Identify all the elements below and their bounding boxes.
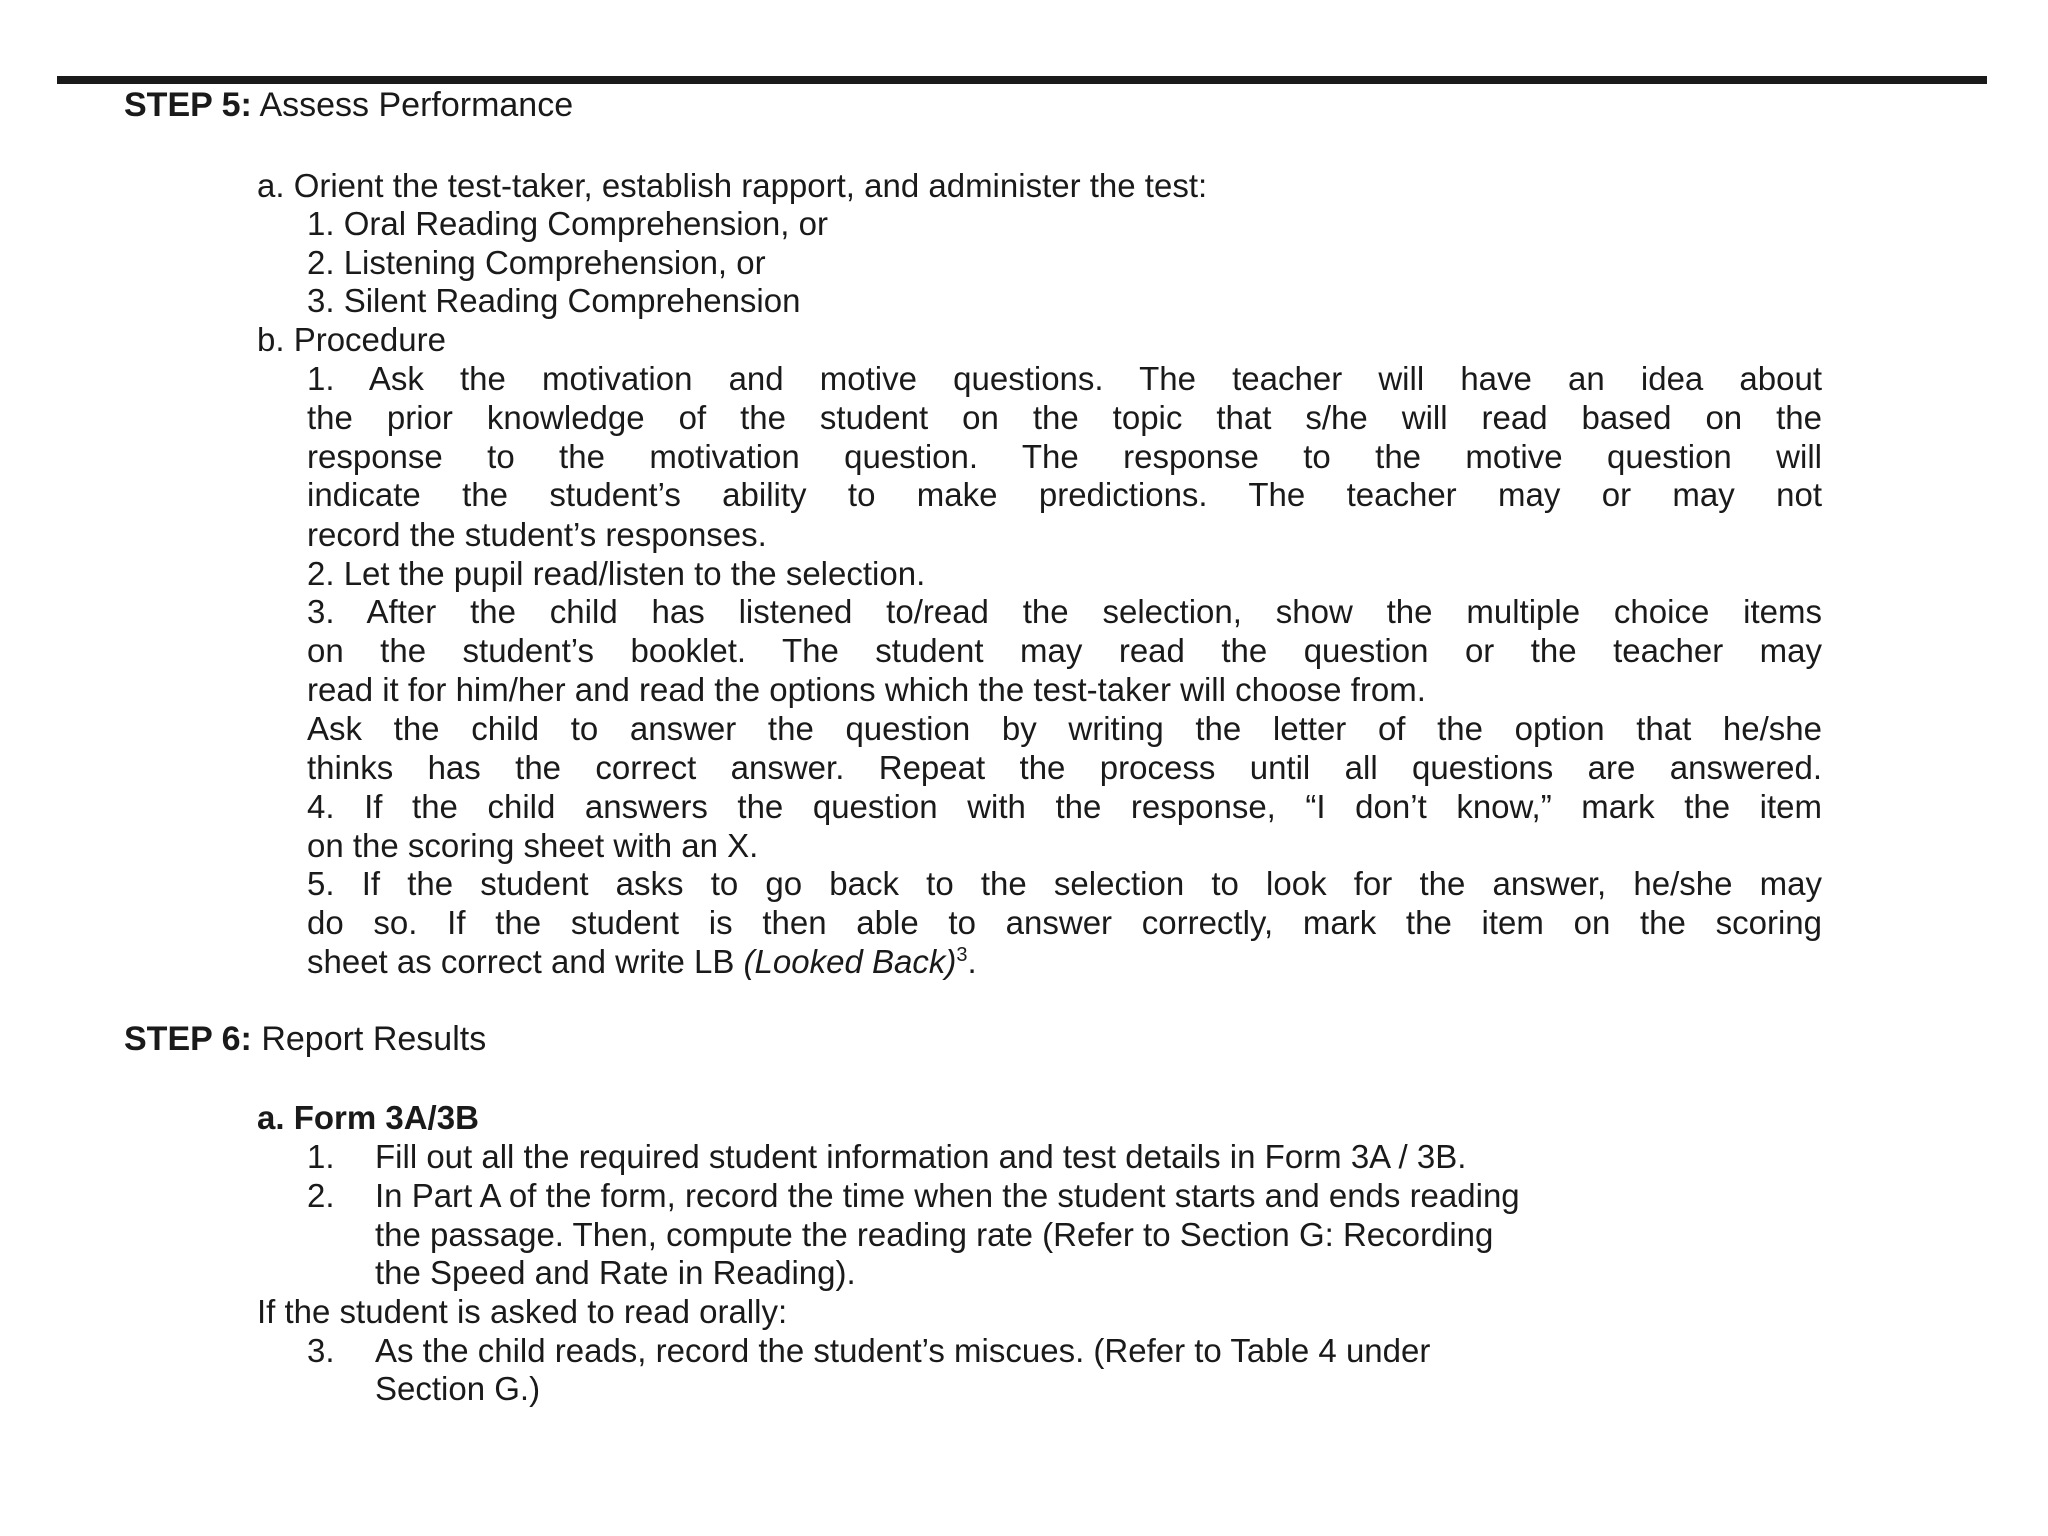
form-heading: a. Form 3A/3B [257, 1099, 479, 1136]
procedure-5-line-3-text: sheet as correct and write LB [307, 943, 744, 980]
step5-title: Assess Performance [259, 86, 574, 124]
step5-a-item-1: 1. Oral Reading Comprehension, or [307, 205, 828, 242]
procedure-2: 2. Let the pupil read/listen to the selection. [307, 555, 926, 592]
procedure-3-line-4: Ask the child to answer the question by writing the letter of the option that he/she [307, 710, 1822, 747]
procedure-1-line-2: the prior knowledge of the student on the topic that s/he will read based on the [307, 399, 1822, 436]
procedure-4-line-1: 4. If the child answers the question with the response, “I don’t know,” mark the item [307, 788, 1822, 825]
procedure-3-line-1: 3. After the child has listened to/read the selection, show the multiple choice items [307, 593, 1822, 630]
step6-heading [124, 1020, 486, 1059]
report-item-3-line-2: Section G.) [375, 1370, 541, 1407]
procedure-5-line-1: 5. If the student asks to go back to the selection to look for the answer, he/she may [307, 865, 1822, 902]
procedure-5-line-2: do so. If the student is then able to answer correctly, mark the item on the scoring [307, 904, 1822, 941]
procedure-3-line-5: thinks has the correct answer. Repeat the process until all questions are answered. [307, 749, 1822, 786]
top-rule [57, 76, 1987, 84]
step5-b-text: b. Procedure [257, 321, 446, 358]
step5-a-item-2: 2. Listening Comprehension, or [307, 244, 766, 281]
procedure-5-line-3 [307, 942, 977, 981]
procedure-4-line-2: on the scoring sheet with an X. [307, 827, 759, 864]
report-item-2-line-2: the passage. Then, compute the reading rate (Refer to Section G: Recording [375, 1216, 1494, 1253]
procedure-1-line-3: response to the motivation question. The response to the motive question will [307, 438, 1822, 475]
step5-label: STEP 5: [124, 86, 252, 124]
report-item-1-number: 1. [307, 1138, 335, 1175]
report-item-2-number: 2. [307, 1177, 335, 1214]
report-item-1-text: Fill out all the required student information and test details in Form 3A / 3B. [375, 1138, 1467, 1175]
step5-heading [124, 86, 573, 125]
procedure-5-line-3-end: . [967, 943, 977, 980]
step6-title: Report Results [261, 1020, 487, 1058]
report-item-2-line-3: the Speed and Rate in Reading). [375, 1254, 856, 1291]
procedure-3-line-3: read it for him/her and read the options which the test-taker will choose from. [307, 671, 1426, 708]
procedure-1-line-1: 1. Ask the motivation and motive questions. The teacher will have an idea about [307, 360, 1822, 397]
oral-reading-note: If the student is asked to read orally: [257, 1293, 788, 1330]
report-item-2-line-1: In Part A of the form, record the time when the student starts and ends reading [375, 1177, 1520, 1214]
procedure-1-line-4: indicate the student’s ability to make predictions. The teacher may or may not [307, 476, 1822, 513]
procedure-3-line-2: on the student’s booklet. The student may read the question or the teacher may [307, 632, 1822, 669]
looked-back-term: (Looked Back) [743, 943, 957, 980]
procedure-1-line-5: record the student’s responses. [307, 516, 767, 553]
footnote-marker: 3 [956, 944, 968, 966]
report-item-3-number: 3. [307, 1332, 335, 1369]
step5-a-item-3: 3. Silent Reading Comprehension [307, 282, 801, 319]
step5-a-text: a. Orient the test-taker, establish rapport, and administer the test: [257, 167, 1208, 204]
step6-label: STEP 6: [124, 1020, 252, 1058]
report-item-3-line-1: As the child reads, record the student’s miscues. (Refer to Table 4 under [375, 1332, 1431, 1369]
